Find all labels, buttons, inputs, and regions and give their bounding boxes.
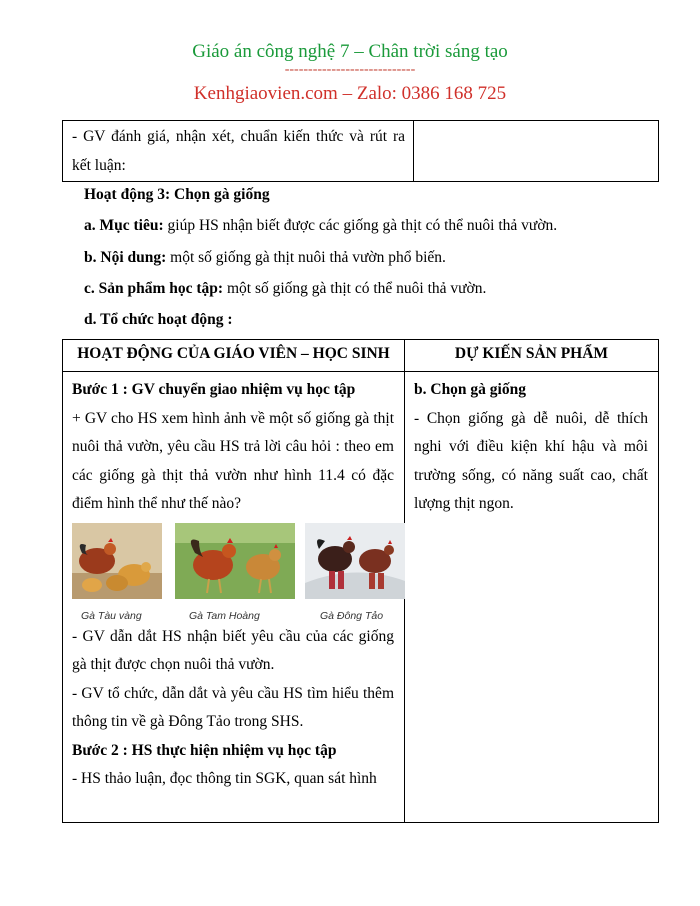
header-divider: ---------------------------- (284, 62, 416, 77)
step2-text: - HS thảo luận, đọc thông tin SGK, quan sát hình (72, 770, 377, 787)
organization-line: d. Tổ chức hoạt động : (84, 311, 233, 328)
content-line: b. Nội dung: một số giống gà thịt nuôi thả vườn phổ biến. (84, 249, 446, 266)
teacher-student-cell (63, 372, 405, 823)
guide-text-1: - GV dẫn dắt HS nhận biết yêu cầu của các giống gà thịt được chọn nuôi thả vườn. (72, 627, 394, 673)
header-site-contact: Kenhgiaovien.com – Zalo: 0386 168 725 (193, 83, 507, 104)
expected-product-header: DỰ KIẾN SẢN PHẨM (405, 340, 659, 372)
ga-dong-tao-photo (305, 523, 405, 599)
step1-title: Bước 1 : GV chuyển giao nhiệm vụ học tập (72, 381, 356, 398)
product-line: c. Sản phẩm học tập: một số giống gà thịt có thể nuôi thả vườn. (84, 280, 487, 297)
ga-tam-hoang-photo (175, 523, 295, 599)
document-header-title: Giáo án công nghệ 7 – Chân trời sáng tạo (192, 41, 508, 62)
teacher-student-header: HOẠT ĐỘNG CỦA GIÁO VIÊN – HỌC SINH (63, 340, 405, 372)
step1-text: + GV cho HS xem hình ảnh về một số giống gà thịt nuôi thả vườn, yêu cầu HS trả lời câu hỏi : theo em các giống gà thịt thả vườn như hình 11.4 có đặc điểm hình thể như thế nào? (72, 409, 394, 512)
previous-activity-table (62, 120, 659, 182)
expected-product-cell (405, 372, 659, 823)
caption-ga-dong-tao: Gà Đông Tảo (320, 609, 384, 622)
caption-ga-tam-hoang: Gà Tam Hoàng (189, 609, 260, 622)
previous-product-cell (414, 121, 659, 182)
objective-line: a. Mục tiêu: giúp HS nhận biết được các giống gà thịt có thể nuôi thả vườn. (84, 217, 558, 234)
activity-table (62, 339, 659, 823)
activity-heading: Hoạt động 3: Chọn gà giống (84, 186, 270, 203)
ga-tau-vang-photo (72, 523, 162, 599)
step2-title: Bước 2 : HS thực hiện nhiệm vụ học tập (72, 741, 337, 759)
caption-ga-tau-vang: Gà Tàu vàng (81, 609, 142, 622)
previous-activity-cell: - GV đánh giá, nhận xét, chuẩn kiến thức và rút ra kết luận: (63, 121, 414, 182)
guide-text-2: - GV tổ chức, dẫn dắt và yêu cầu HS tìm hiểu thêm thông tin về gà Đông Tảo trong SHS. (72, 684, 394, 730)
chicken-breeds-figure (72, 523, 394, 622)
product-title: b. Chọn gà giống (414, 381, 526, 398)
product-text: - Chọn giống gà dễ nuôi, dễ thích nghi với điều kiện khí hậu và môi trường sống, có năng suất cao, chất lượng thịt ngon. (414, 409, 648, 512)
